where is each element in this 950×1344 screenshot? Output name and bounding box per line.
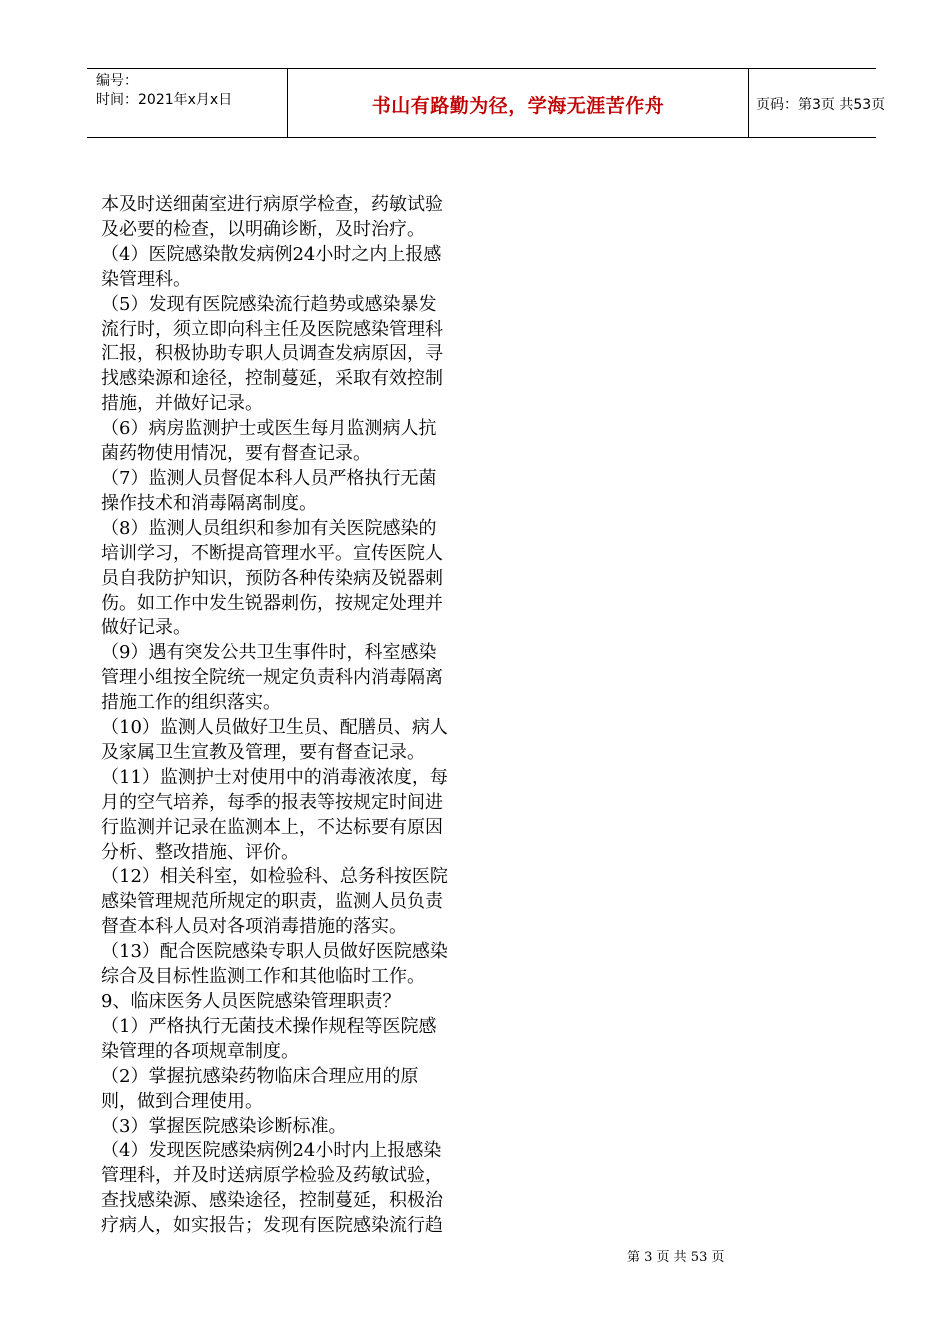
- body-line: （13）配合医院感染专职人员做好医院感染: [101, 941, 448, 963]
- body-line: 染管理科。: [101, 268, 191, 290]
- body-line: 做好记录。: [101, 617, 191, 639]
- body-line: （8）监测人员组织和参加有关医院感染的: [101, 517, 437, 539]
- body-line: （3）掌握医院感染诊断标准。: [101, 1115, 347, 1137]
- body-line: 本及时送细菌室进行病原学检查，药敏试验: [101, 194, 443, 215]
- body-line: 管理科，并及时送病原学检验及药敏试验，: [101, 1165, 443, 1187]
- body-line: （4）医院感染散发病例24小时之内上报感: [101, 243, 442, 265]
- body-line: 分析、整改措施、评价。: [101, 841, 299, 863]
- body-line: （12）相关科室，如检验科、总务科按医院: [101, 866, 448, 888]
- body-line: 操作技术和消毒隔离制度。: [101, 492, 317, 514]
- body-line: 行监测并记录在监测本上，不达标要有原因: [101, 816, 443, 838]
- header-motto: 书山有路勤为径，学海无涯苦作舟: [371, 95, 665, 117]
- body-line: 督查本科人员对各项消毒措施的落实。: [101, 916, 407, 938]
- body-line: 染管理的各项规章制度。: [101, 1040, 299, 1062]
- body-line: 9、临床医务人员医院感染管理职责？: [101, 991, 401, 1012]
- body-line: 感染管理规范所规定的职责，监测人员负责: [101, 891, 443, 913]
- body-line: （5）发现有医院感染流行趋势或感染暴发: [101, 293, 437, 315]
- body-line: 及必要的检查，以明确诊断，及时治疗。: [101, 218, 425, 240]
- body-line: 月的空气培养，每季的报表等按规定时间进: [101, 791, 443, 813]
- body-line: 综合及目标性监测工作和其他临时工作。: [101, 966, 425, 988]
- body-line: （2）掌握抗感染药物临床合理应用的原: [101, 1065, 419, 1087]
- header-motto-cell: [287, 69, 749, 137]
- page-footer: 第 3 页 共 53 页: [627, 1250, 725, 1265]
- document-time-label: 时间：2021年x月x日: [96, 92, 233, 108]
- header-page-cell: [748, 69, 886, 137]
- body-line: （6）病房监测护士或医生每月监测病人抗: [101, 418, 437, 440]
- body-line: （9）遇有突发公共卫生事件时，科室感染: [101, 642, 437, 664]
- body-line: 措施，并做好记录。: [101, 393, 263, 415]
- body-line: （11）监测护士对使用中的消毒液浓度，每: [101, 766, 448, 788]
- body-line: 管理小组按全院统一规定负责科内消毒隔离: [101, 667, 443, 689]
- body-line: （1）严格执行无菌技术操作规程等医院感: [101, 1015, 437, 1037]
- body-line: 培训学习，不断提高管理水平。宣传医院人: [101, 542, 443, 564]
- body-line: 伤。如工作中发生锐器刺伤，按规定处理并: [101, 592, 443, 614]
- body-line: （7）监测人员督促本科人员严格执行无菌: [101, 467, 437, 489]
- document-body: [101, 193, 773, 1239]
- body-line: 则，做到合理使用。: [101, 1090, 263, 1112]
- body-line: 菌药物使用情况，要有督查记录。: [101, 443, 371, 465]
- body-line: （4）发现医院感染病例24小时内上报感染: [101, 1140, 442, 1162]
- body-line: 流行时，须立即向科主任及医院感染管理科: [101, 318, 443, 340]
- body-line: （10）监测人员做好卫生员、配膳员、病人: [101, 717, 448, 739]
- document-number-label: 编号：: [96, 73, 138, 89]
- body-line: 措施工作的组织落实。: [101, 692, 281, 714]
- body-line: 员自我防护知识，预防各种传染病及锐器刺: [101, 567, 443, 589]
- page-header: [87, 68, 886, 138]
- body-line: 汇报，积极协助专职人员调查发病原因，寻: [101, 343, 443, 365]
- body-line: 找感染源和途径，控制蔓延，采取有效控制: [101, 368, 443, 390]
- body-line: 查找感染源、感染途径，控制蔓延，积极治: [101, 1190, 443, 1212]
- body-line: 疗病人，如实报告；发现有医院感染流行趋: [101, 1215, 443, 1237]
- body-line: 及家属卫生宣教及管理，要有督查记录。: [101, 741, 425, 763]
- header-meta-cell: [87, 69, 287, 137]
- header-page-info: 页码：第3页 共53页: [756, 97, 886, 113]
